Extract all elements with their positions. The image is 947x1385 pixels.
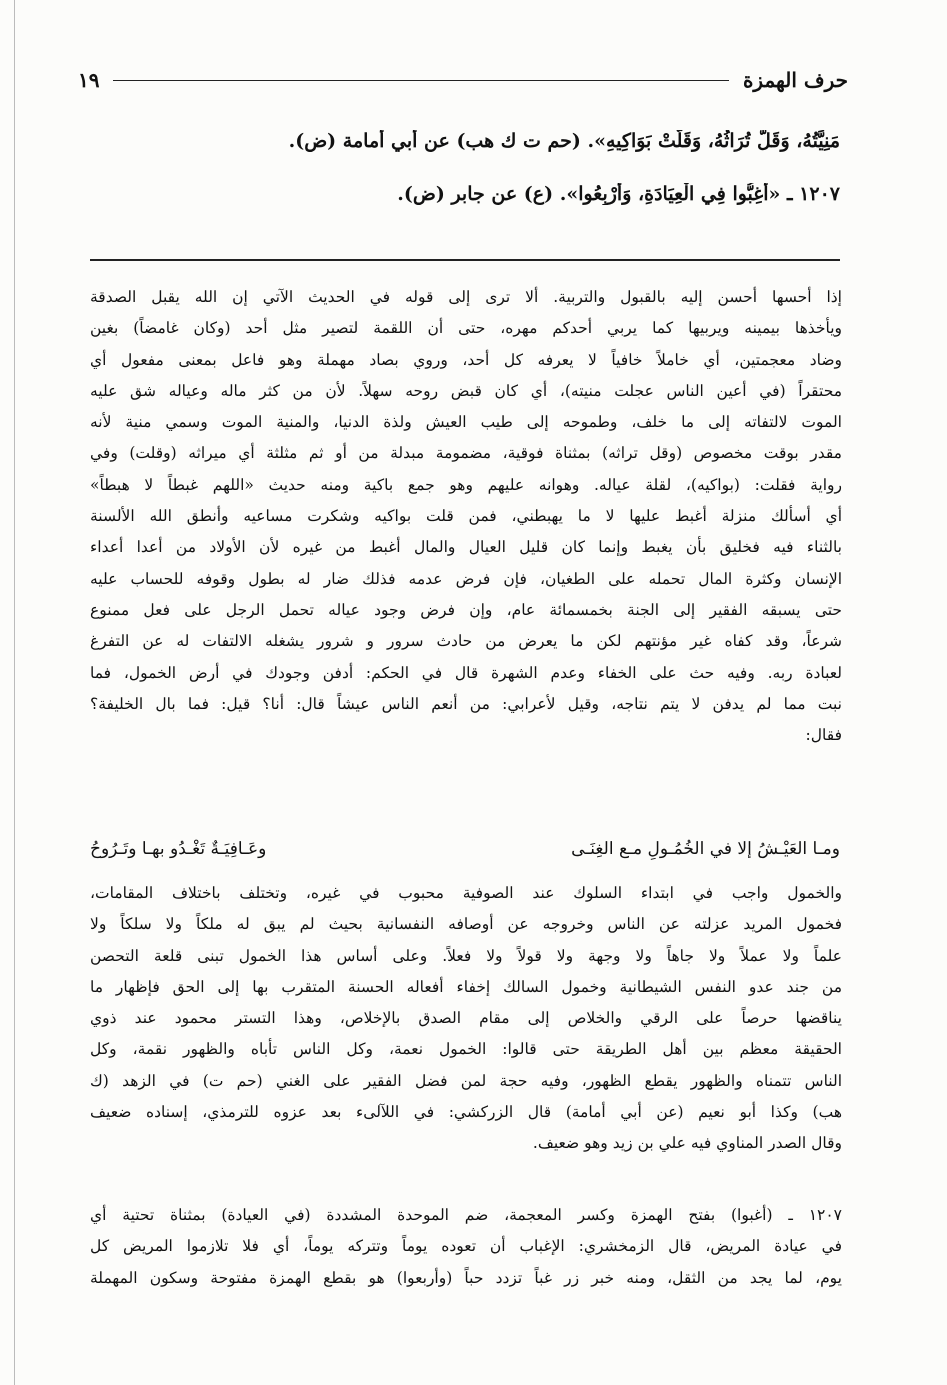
commentary-line: إذا أحسها أحسن إليه بالقبول والتربية. ألا ترى إلى قوله في الحديث الآتي إن الله يقبل الصدقة bbox=[90, 288, 842, 306]
commentary-line: وضاد معجمتين، أي خاملاً خافياً لا يعرفه كل أحد، وروي بصاد مهملة وهو فاعل بمعنى مفعول أي bbox=[90, 350, 842, 369]
commentary-line: وقال الصدر المناوي فيه علي بن زيد وهو ضعيف. bbox=[532, 1134, 842, 1153]
page-number: ١٩ bbox=[78, 68, 100, 92]
commentary-line: الموت لالتفاته إلى ما خلف، وطموحه إلى طيب العيش ولذة الدنيا، والمنية الموت وسمي منية لأنه bbox=[90, 413, 842, 432]
poem-verse bbox=[90, 832, 840, 866]
commentary-line: الحقيقة معظم بين أهل الطريقة حتى قالوا: الخمول نعمة، وكل الناس تأباه والظهور نقمة، وكل bbox=[90, 1040, 842, 1059]
commentary-line: والخمول واجب في ابتداء السلوك عند الصوفية محبوب في غيره، وتختلف باختلاف المقامات، bbox=[90, 884, 842, 902]
page-header bbox=[78, 62, 848, 98]
commentary-line: فقال: bbox=[805, 726, 842, 745]
commentary-line: مقدر بوقت مخصوص (وقل تراثه) بمثناة فوقية، مضمومة مبدلة من أو ثم مثلثة أي ميراثه (وقلت) وفي bbox=[90, 444, 842, 463]
commentary-line: رواية فقلت: (بواكيه)، لقلة عياله. وهوانه عليهم وهو جمع باكية ومنه حديث «اللهم غبطاً لا هبطاً» bbox=[90, 475, 842, 494]
commentary-line: ويأخذها بيمينه ويربيها كما يربي أحدكم مهره، حتى أن اللقمة لتصير مثل أحد (وكان غامضاً) بغين bbox=[90, 319, 842, 338]
commentary-line: محتقراً (في أعين الناس عجلت منيته)، أي كان قبض روحه سهلاً. لأن من كثر ماله وعياله شق عليه bbox=[90, 381, 842, 400]
commentary-block bbox=[90, 282, 842, 751]
commentary-line: نبت مما لم يدفن لا يتم نتاجه، وقيل لأعرابي: من أنعم الناس عيشاً قال: أنا؟ قيل: فما بال الخليفة؟ bbox=[90, 694, 842, 713]
header-rule bbox=[113, 80, 728, 81]
commentary-line: في عيادة المريض، قال الزمخشري: الإغباب أن تعوده يوماً وتتركه يوماً، أي فلا تلازموا المريض كل bbox=[90, 1237, 842, 1256]
commentary-line: علماً ولا عملاً ولا جاهاً ولا وجهة ولا قولاً ولا فعلاً. وعلى أساس هذا الخمول تبنى قلعة التحصن bbox=[90, 946, 842, 965]
commentary-block-3 bbox=[90, 1200, 842, 1294]
commentary-line: لعبادة ربه. وفيه حث على الخفاء وعدم الشهرة قال في الحكم: أدفن وجودك في أرض الخمول، فما bbox=[90, 663, 842, 682]
commentary-block-2 bbox=[90, 878, 842, 1160]
commentary-line: يناقضها حرصاً على الرقي والخلاص إلى مقام الصدق بالإخلاص، وهذا التستر محمود عند ذوي bbox=[90, 1009, 842, 1028]
commentary-line: فخمول المريد عزلته عن الناس وخروجه عن أوصافه النفسانية بحيث لم يبق له ملكاً ولا سلكاً ولا bbox=[90, 915, 842, 934]
page-edge-line bbox=[14, 0, 15, 1385]
poem-right-hemistich: ومـا العَيْـشُ إلا في الخُمُـولِ مـع الغِنَـى bbox=[571, 839, 840, 859]
poem-left-hemistich: وعَـافِيَـةٌ تَغْـدُو بهـا وتَـرُوحُ bbox=[90, 839, 267, 859]
commentary-line: يوم، لما يجد من الثقل، ومنه خبر زر غباً تزدد حباً (وأربعوا) هو بقطع الهمزة مفتوحة وسكون المهملة bbox=[90, 1268, 842, 1287]
commentary-line: هب) وكذا أبو نعيم (عن أبي أمامة) قال الزركشي: في اللآلىء بعد عزوه للترمذي، إسناده ضعيف bbox=[90, 1103, 842, 1122]
commentary-line: من جند عدو النفس الشيطانية وخمول السالك إخفاء أفعاله الحسنة المتقرب بها إلى الحق فإظهار ما bbox=[90, 977, 842, 996]
commentary-line: أي أسألك منزلة أغبط عليها لا ما يهبطني، فمن قلت بواكيه وشكرت مساعيه وأنطق الله الألسنة bbox=[90, 507, 842, 526]
commentary-line: شرعاً، وقد كفاه غير مؤنتهم لكن ما يعرض من حادث سرور و شرور يشغله الالتفات له عن التفرغ bbox=[90, 632, 842, 651]
commentary-line: حتى يسبقه الفقير إلى الجنة بخمسمائة عام، وإن فرض وجود عياله تحمل الرجل على فعل ممنوع bbox=[90, 600, 842, 619]
chapter-title: حرف الهمزة bbox=[742, 68, 848, 92]
commentary-line: الإنسان وكثرة المال تحمله على الطغيان، فإن فرض عدمه فذلك ضار له بطول وقوفه للحساب عليه bbox=[90, 569, 842, 588]
commentary-line: ١٢٠٧ ـ (أغبوا) بفتح الهمزة وكسر المعجمة، ضم الموحدة المشددة (في العيادة) بمثناة تحتية أي bbox=[90, 1206, 842, 1224]
commentary-line: الناس تتمناه والظهور يقطع الظهور، وفيه حجة لمن فضل الفقير على الغني (حم ت) في الزهد (ك bbox=[90, 1071, 842, 1090]
commentary-line: بالثناء فيه فخليق بأن يغبط وإنما كان قليل العيال والمال أغبط من غيره لأن الأولاد من أعدا أعداء bbox=[90, 538, 842, 557]
hadith-text-line: ١٢٠٧ ـ «أَغِبُّوا فِي الْعِيَادَةِ، وَأَرْبِعُوا». (ع) عن جابر (ض). bbox=[397, 183, 840, 205]
footnote-separator bbox=[90, 259, 840, 261]
hadith-text-line: مَنِيَّتُهُ، وَقَلَّ تُرَاثُهُ، وَقَلَّتْ بَوَاكِيهِ». (حم ت ك هب) عن أبي أمامة (ض). bbox=[288, 130, 840, 152]
